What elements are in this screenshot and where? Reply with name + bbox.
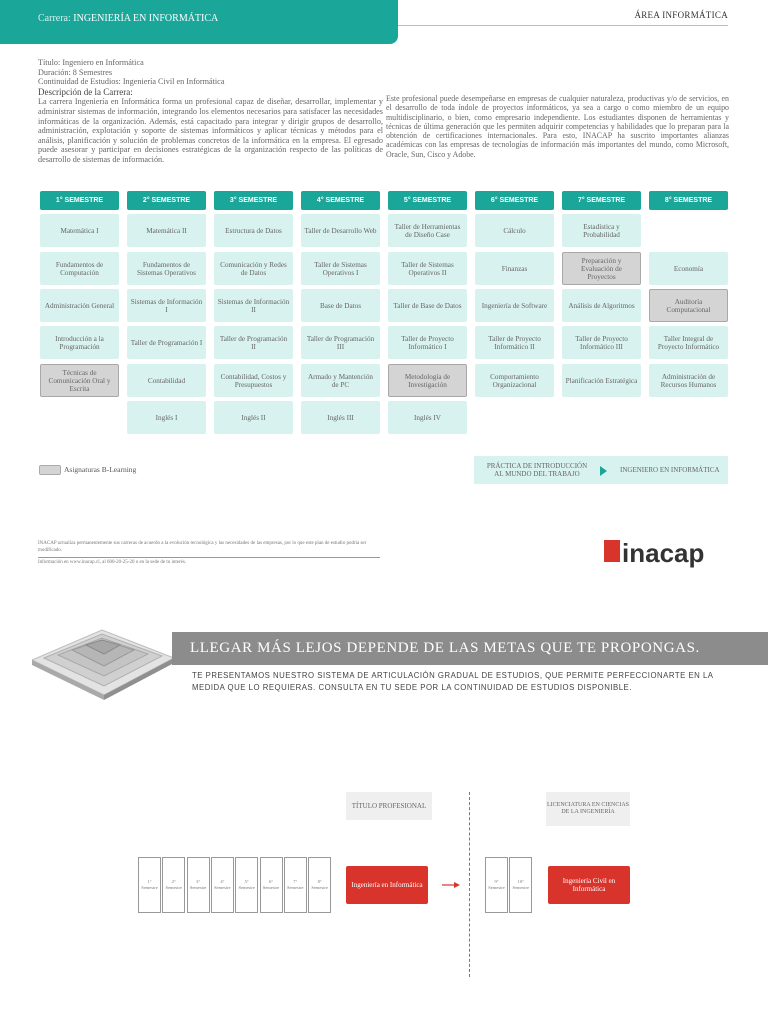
- continuidad-line: Continuidad de Estudios: Ingeniería Civil en Informática: [38, 77, 225, 87]
- course-cell: Fundamentos de Sistemas Operativos: [127, 252, 206, 285]
- course-cell: Estructura de Datos: [214, 214, 293, 247]
- logo-text: inacap: [622, 538, 705, 568]
- titulo-line: Título: Ingeniero en Informática: [38, 58, 144, 67]
- semester-box: 9° Semestre: [485, 857, 508, 913]
- semester-box: 7° Semestre: [284, 857, 307, 913]
- semester-box: 8° Semestre: [308, 857, 331, 913]
- slogan-headline: LLEGAR MÁS LEJOS DEPENDE DE LAS METAS QUE TE PROPONGAS.: [190, 640, 700, 656]
- course-cell: Auditoría Computacional: [649, 289, 728, 322]
- career-header-band: [0, 0, 398, 44]
- course-cell: Base de Datos: [301, 289, 380, 322]
- course-cell: Planificación Estratégica: [562, 364, 641, 397]
- semester-box: 1° Semestre: [138, 857, 161, 913]
- inacap-logo: [604, 538, 728, 574]
- course-cell: Inglés I: [127, 401, 206, 434]
- course-cell: Taller de Herramientas de Diseño Case: [388, 214, 467, 247]
- course-cell: Matemática II: [127, 214, 206, 247]
- semester-header: 4° SEMESTRE: [301, 191, 380, 210]
- semester-header: 5° SEMESTRE: [388, 191, 467, 210]
- career-label-prefix: Carrera:: [38, 13, 71, 24]
- course-cell: Análisis de Algoritmos: [562, 289, 641, 322]
- degree-box-ingenieria-civil: Ingeniería Civil en Informática: [548, 866, 630, 904]
- fine-print: INACAP actualiza permanentemente sus carreras de acuerdo a la evolución tecnológica y las necesidades de las empresas, por lo que este plan de estudio podría ser modificado.: [38, 541, 367, 553]
- licenciatura-label: LICENCIATURA EN CIENCIAS DE LA INGENIERÍA: [546, 792, 630, 826]
- career-label: [38, 13, 218, 24]
- course-cell: Técnicas de Comunicación Oral y Escrita: [40, 364, 119, 397]
- description-heading: Descripción de la Carrera:: [38, 86, 133, 97]
- b-learning-legend-label: Asignaturas B-Learning: [64, 465, 137, 474]
- course-cell: Taller de Programación II: [214, 326, 293, 359]
- semester-box: 3° Semestre: [187, 857, 210, 913]
- course-cell: Taller de Base de Datos: [388, 289, 467, 322]
- degree-label: INGENIERO EN INFORMÁTICA: [620, 466, 720, 474]
- semester-header: 8° SEMESTRE: [649, 191, 728, 210]
- semester-header: 7° SEMESTRE: [562, 191, 641, 210]
- course-cell: Matemática I: [40, 214, 119, 247]
- arrow-right-icon: [600, 466, 607, 476]
- fine-print-info: Información en www.inacap.cl, al 600-20-25-20 o en la sede de tu interés.: [38, 560, 187, 565]
- course-cell: Taller de Programación III: [301, 326, 380, 359]
- course-cell: Taller de Programación I: [127, 326, 206, 359]
- course-cell: Inglés IV: [388, 401, 467, 434]
- course-cell: Cálculo: [475, 214, 554, 247]
- course-cell: Fundamentos de Computación: [40, 252, 119, 285]
- semester-header: 2° SEMESTRE: [127, 191, 206, 210]
- course-cell: Taller de Proyecto Informático I: [388, 326, 467, 359]
- semester-box: 4° Semestre: [211, 857, 234, 913]
- slogan-subtext: TE PRESENTAMOS NUESTRO SISTEMA DE ARTICULACIÓN GRADUAL DE ESTUDIOS, QUE PERMITE PERFECCIONARTE EN LA MEDIDA QUE LO REQUIERAS. CONSULTA EN TU SEDE POR LA CONTINUIDAD DE ESTUDIOS DISPONIBLE.: [192, 671, 714, 692]
- course-cell: Estadística y Probabilidad: [562, 214, 641, 247]
- course-cell: Contabilidad, Costos y Presupuestos: [214, 364, 293, 397]
- b-learning-legend-swatch: [39, 465, 61, 475]
- course-cell: Taller Integral de Proyecto Informático: [649, 326, 728, 359]
- course-cell: Contabilidad: [127, 364, 206, 397]
- degree-box-ingenieria: Ingeniería en Informática: [346, 866, 428, 904]
- career-name: INGENIERÍA EN INFORMÁTICA: [73, 13, 219, 24]
- area-label: ÁREA INFORMÁTICA: [634, 10, 728, 20]
- course-cell: Taller de Desarrollo Web: [301, 214, 380, 247]
- semester-header: 1° SEMESTRE: [40, 191, 119, 210]
- semester-box: 2° Semestre: [162, 857, 185, 913]
- practice-box: [474, 456, 728, 484]
- course-cell: Taller de Proyecto Informático II: [475, 326, 554, 359]
- arrow-right-icon: [442, 881, 460, 889]
- course-cell: Taller de Proyecto Informático III: [562, 326, 641, 359]
- titulo-profesional-label: TÍTULO PROFESIONAL: [346, 792, 432, 820]
- semester-header: 6° SEMESTRE: [475, 191, 554, 210]
- steps-pyramid-illustration: [32, 600, 174, 710]
- slogan-banner: [172, 632, 768, 665]
- course-cell: Sistemas de Información I: [127, 289, 206, 322]
- course-cell: Armado y Mantención de PC: [301, 364, 380, 397]
- course-cell: Economía: [649, 252, 728, 285]
- semester-box: 10° Semestre: [509, 857, 532, 913]
- course-cell: Finanzas: [475, 252, 554, 285]
- practice-label: PRÁCTICA DE INTRODUCCIÓN AL MUNDO DEL TRABAJO: [486, 462, 588, 478]
- course-cell: Inglés II: [214, 401, 293, 434]
- course-cell: Introducción a la Programación: [40, 326, 119, 359]
- course-cell: Ingeniería de Software: [475, 289, 554, 322]
- fine-print-divider: [38, 557, 380, 558]
- semester-header: 3° SEMESTRE: [214, 191, 293, 210]
- course-cell: Administración de Recursos Humanos: [649, 364, 728, 397]
- course-cell: Metodología de Investigación: [388, 364, 467, 397]
- semester-box: 5° Semestre: [235, 857, 258, 913]
- header-divider: [398, 25, 728, 26]
- course-cell: Sistemas de Información II: [214, 289, 293, 322]
- course-cell: Comportamiento Organizacional: [475, 364, 554, 397]
- pathway-divider: [469, 792, 470, 977]
- semester-box: 6° Semestre: [260, 857, 283, 913]
- course-cell: Comunicación y Redes de Datos: [214, 252, 293, 285]
- course-cell: Administración General: [40, 289, 119, 322]
- career-meta: [38, 58, 383, 165]
- course-cell: Preparación y Evaluación de Proyectos: [562, 252, 641, 285]
- description-text: La carrera Ingeniería en Informática forma un profesional capaz de diseñar, desarrollar, implementar y administrar sistemas de información, integrando los elementos necesarios para satisfacer las necesidades informáticas de la organización. Además, está capacitado para integrar y dirigir grupos de desarrollo, administración, explotación y soporte de sistemas informáticos y aplicar técnicas y métodos para el análisis, planificación y solución de problemas concretos de la informática en la empresa. El egresado puede asesorar y participar en decisiones estratégicas de la organización respecto de las políticas de desarrollo de sistemas de información.: [38, 97, 383, 164]
- course-cell: Taller de Sistemas Operativos I: [301, 252, 380, 285]
- course-cell: Taller de Sistemas Operativos II: [388, 252, 467, 285]
- duracion-line: Duración: 8 Semestres: [38, 67, 113, 77]
- profile-text: Este profesional puede desempeñarse en empresas de cualquier naturaleza, productivas y/o de servicios, en el desarrollo de toda índole de proyectos informáticos, ya sea a cargo o como miembro de un equipo multidisciplinario, o bien, como empresario independiente. Los estudiantes disponen de herramientas y técnicas de última generación que les permiten adquirir competencias y habilidades que lo preparan para la obtención de certificaciones internacionales. Para esto, INACAP ha suscrito importantes alianzas académicas con las empresas de tecnologías de información más importantes del mundo, como Microsoft, Oracle, Sun, Cisco y Adobe.: [386, 94, 729, 159]
- course-cell: Inglés III: [301, 401, 380, 434]
